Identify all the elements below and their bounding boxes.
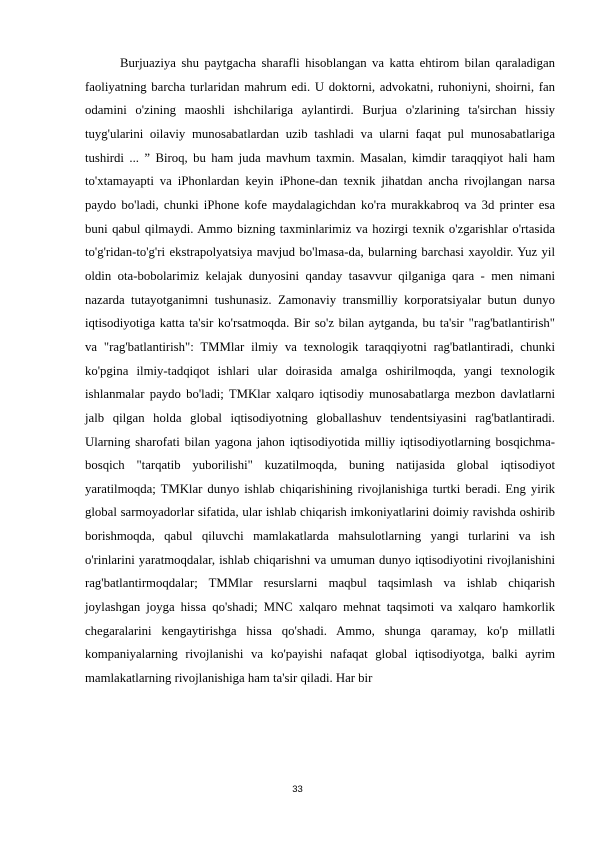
document-page xyxy=(85,52,555,691)
page-number: 33 xyxy=(292,784,303,795)
body-paragraph: Burjuaziya shu paytgacha sharafli hisoblangan va katta ehtirom bilan qaraladigan faoliyatning barcha turlaridan mahrum edi. U doktorni, advokatni, ruhoniyni, shoirni, fan odamini o'zining maoshli ishchilariga aylantirdi. Burjua o'zlarining ta'sirchan hissiy tuyg'ularini oilaviy munosabatlardan uzib tashladi va ularni faqat pul munosabatlariga tushirdi ... ” Biroq, bu ham juda mavhum taxmin. Masalan, kimdir taraqqiyot hali ham to'xtamayapti va iPhonlardan keyin iPhone-dan texnik jihatdan ancha rivojlangan narsa paydo bo'ladi, chunki iPhone kofe maydalagichdan ko'ra murakkabroq va 3d printer esa buni qabul qilmaydi. Ammo bizning taxminlarimiz va hozirgi texnik o'zgarishlar o'rtasida to'g'ridan-to'g'ri ekstrapolyatsiya mavjud bo'lmasa-da, bularning barchasi xayoldir. Yuz yil oldin ota-bobolarimiz kelajak dunyosini qanday tasavvur qilganiga qara - men nimani nazarda tutayotganimni tushunasiz. Zamonaviy transmilliy korporatsiyalar butun dunyo iqtisodiyotiga katta ta'sir ko'rsatmoqda. Bir so'z bilan aytganda, bu ta'sir "rag'batlantirish" va "rag'batlantirish": TMMlar ilmiy va texnologik taraqqiyotni rag'batlantiradi, chunki ko'pgina ilmiy-tadqiqot ishlari ular doirasida amalga oshirilmoqda, yangi texnologik ishlanmalar paydo bo'ladi; TMKlar xalqaro iqtisodiy munosabatlarga mezbon davlatlarni jalb qilgan holda global iqtisodiyotning globallashuv tendentsiyasini rag'batlantiradi. Ularning sharofati bilan yagona jahon iqtisodiyotida milliy iqtisodiyotlarning bosqichma-bosqich "tarqatib yuborilishi" kuzatilmoqda, buning natijasida global iqtisodiyot yaratilmoqda; TMKlar dunyo ishlab chiqarishining rivojlanishiga turtki beradi. Eng yirik global sarmoyadorlar sifatida, ular ishlab chiqarish imkoniyatlarini doimiy ravishda oshirib borishmoqda, qabul qiluvchi mamlakatlarda mahsulotlarning yangi turlarini va ish o'rinlarini yaratmoqdalar, ishlab chiqarishni va umuman dunyo iqtisodiyotini rivojlanishini rag'batlantirmoqdalar; TMMlar resurslarni maqbul taqsimlash va ishlab chiqarish joylashgan joyga hissa qo'shadi; MNC xalqaro mehnat taqsimoti va xalqaro hamkorlik chegaralarini kengaytirishga hissa qo'shadi. Ammo, shunga qaramay, ko'p millatli kompaniyalarning rivojlanishi va ko'payishi nafaqat global iqtisodiyotga, balki ayrim mamlakatlarning rivojlanishiga ham ta'sir qiladi. Har bir xyxy=(85,56,555,686)
